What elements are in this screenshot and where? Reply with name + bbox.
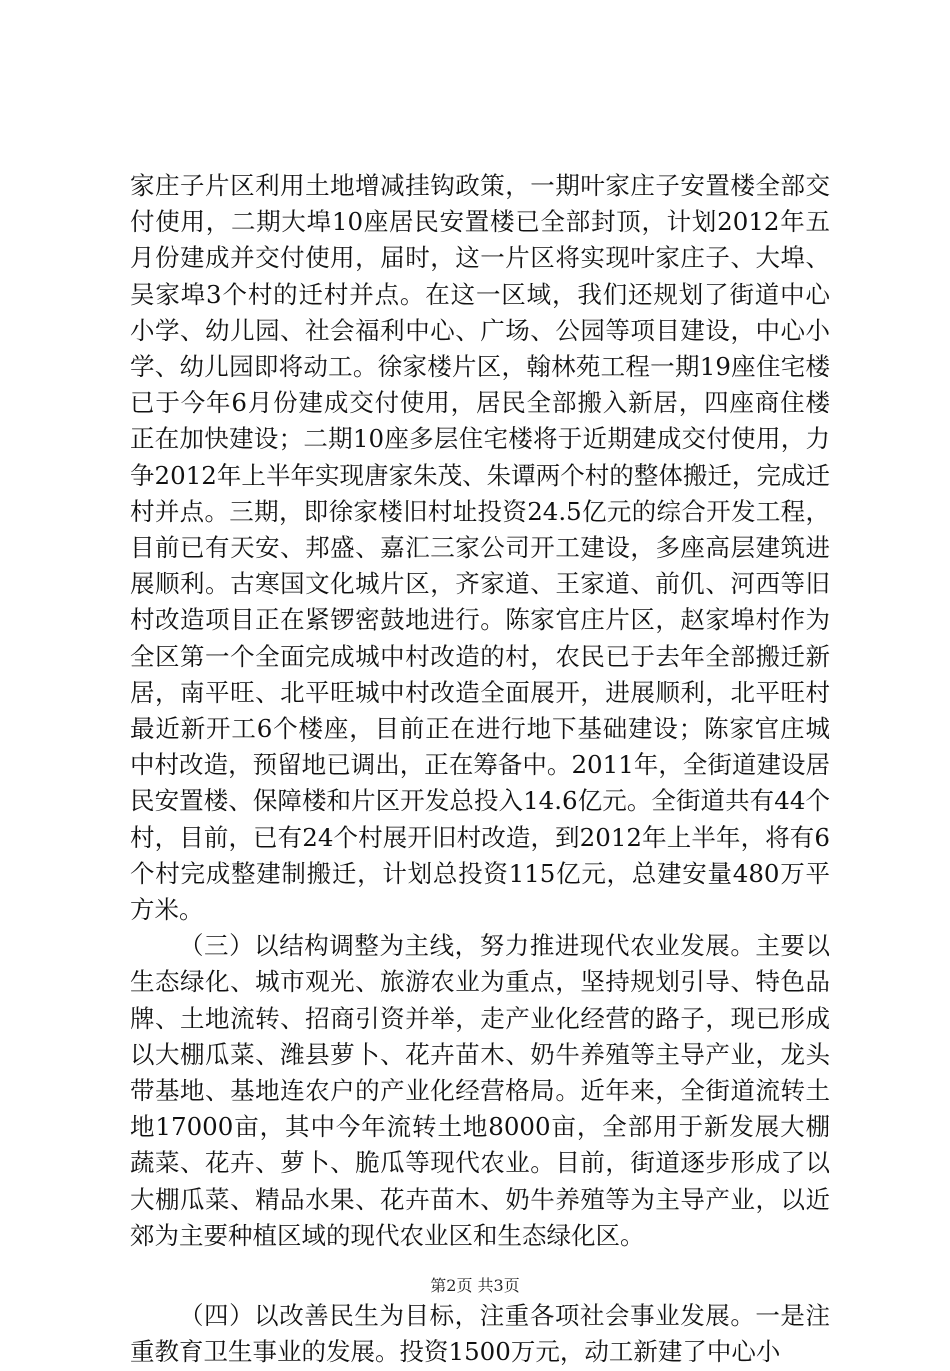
page-footer xyxy=(0,1276,950,1296)
paragraph-section-four: （四）以改善民生为目标，注重各项社会事业发展。一是注重教育卫生事业的发展。投资1500万元，动工新建了中心小 xyxy=(130,1301,830,1367)
paragraph-continuation: 家庄子片区利用土地增减挂钩政策，一期叶家庄子安置楼全部交付使用，二期大埠10座居民安置楼已全部封顶，计划2012年五月份建成并交付使用，届时，这一片区将实现叶家庄子、大埠、吴家埠3个村的迁村并点。在这一区域，我们还规划了街道中心小学、幼儿园、社会福利中心、广场、公园等项目建设，中心小学、幼儿园即将动工。徐家楼片区，翰林苑工程一期19座住宅楼已于今年6月份建成交付使用，居民全部搬入新居，四座商住楼正在加快建设；二期10座多层住宅楼将于近期建成交付使用，力争2012年上半年实现唐家朱茂、朱谭两个村的整体搬迁，完成迁村并点。三期，即徐家楼旧村址投资24.5亿元的综合开发工程，目前已有天安、邦盛、嘉汇三家公司开工建设，多座高层建筑进展顺利。古寒国文化城片区，齐家道、王家道、前仉、河西等旧村改造项目正在紧锣密鼓地进行。陈家官庄片区，赵家埠村作为全区第一个全面完成城中村改造的村，农民已于去年全部搬迁新居，南平旺、北平旺城中村改造全面展开，进展顺利，北平旺村最近新开工6个楼座，目前正在进行地下基础建设；陈家官庄城中村改造，预留地已调出，正在筹备中。2011年，全街道建设居民安置楼、保障楼和片区开发总投入14.6亿元。全街道共有44个村，目前，已有24个村展开旧村改造，到2012年上半年，将有6个村完成整建制搬迁，计划总投资115亿元，总建安量480万平方米。 xyxy=(130,171,830,925)
paragraph-section-three: （三）以结构调整为主线，努力推进现代农业发展。主要以生态绿化、城市观光、旅游农业为重点，坚持规划引导、特色品牌、土地流转、招商引资并举，走产业化经营的路子，现已形成以大棚瓜菜、潍县萝卜、花卉苗木、奶牛养殖等主导产业，龙头带基地、基地连农户的产业化经营格局。近年来，全街道流转土地17000亩，其中今年流转土地8000亩，全部用于新发展大棚蔬菜、花卉、萝卜、脆瓜等现代农业。目前，街道逐步形成了以大棚瓜菜、精品水果、花卉苗木、奶牛养殖等为主导产业，以近郊为主要种植区域的现代农业区和生态绿化区。 xyxy=(130,931,830,1250)
document-body xyxy=(130,168,830,1371)
page-number: 第2页 共3页 xyxy=(430,1276,520,1295)
